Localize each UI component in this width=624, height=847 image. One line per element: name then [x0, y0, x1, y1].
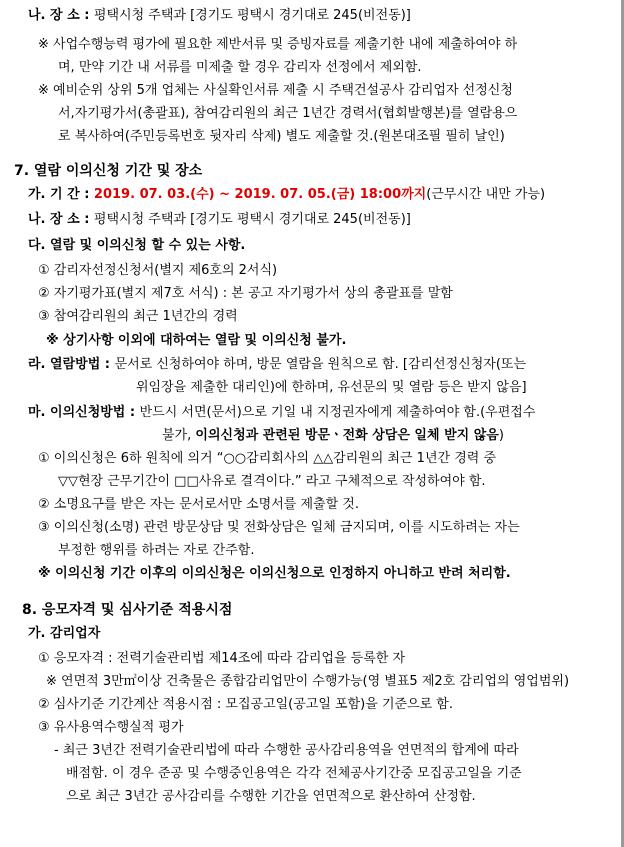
text-segment: 가. 감리업자: [28, 626, 101, 641]
text-segment: ): [498, 428, 504, 443]
text-segment: ※ 예비순위 상위 5개 업체는 사실확인서류 제출 시 주택건설공사 감리업자 선정신청: [38, 83, 513, 98]
text-segment: 부정한 행위를 하려는 자로 간주함.: [58, 543, 255, 558]
text-segment: 마. 이의신청방법 :: [28, 405, 140, 420]
text-line: [28, 405, 535, 421]
text-line: [28, 212, 411, 228]
text-segment: ※ 사업수행능력 평가에 필요한 제반서류 및 증빙자료를 제출기한 내에 제출하여야 하: [38, 37, 518, 52]
text-line: [14, 163, 202, 179]
text-segment: 위임장을 제출한 대리인)에 한하며, 유선문의 및 열람 등은 받지 않음]: [136, 380, 527, 395]
text-line: [136, 380, 527, 396]
text-line: [38, 651, 405, 667]
text-segment: 서,자기평가서(총괄표), 참여감리원의 최근 1년간 경력서(협회발행본)를 열람용으: [58, 106, 518, 121]
text-segment: ② 심사기준 기간계산 적용시점 : 모집공고일(공고일 포함)을 기준으로 함.: [38, 697, 453, 712]
text-line: [66, 766, 522, 782]
text-segment: 나. 장 소 :: [28, 8, 94, 23]
text-segment: ② 자기평가표(별지 제7호 서식) : 본 공고 자기평가서 상의 총괄표를 말함: [38, 286, 453, 301]
text-segment: 반드시 서면(문서)으로 기일 내 지정권자에게 제출하여야 함.(우편접수: [139, 405, 536, 420]
text-line: [38, 720, 184, 736]
text-line: [58, 129, 505, 145]
text-line: [58, 106, 517, 122]
text-segment: 2019. 07. 03.(수) ~ 2019. 07. 05.(금) 18:00까지: [93, 187, 427, 202]
text-line: [58, 60, 422, 76]
text-segment: ② 소명요구를 받은 자는 문서로서만 소명서를 제출할 것.: [38, 497, 359, 512]
text-line: [38, 83, 513, 99]
text-line: [162, 428, 504, 444]
text-line: [22, 602, 232, 618]
text-segment: ① 감리자선정신청서(별지 제6호의 2서식): [38, 263, 278, 278]
text-line: [38, 309, 238, 325]
text-line: [28, 8, 411, 24]
text-line: [28, 357, 526, 373]
text-line: [28, 187, 545, 203]
text-segment: 이의신청과 관련된 방문ㆍ전화 상담은 일체 받지 않음: [195, 428, 499, 443]
text-line: [38, 451, 496, 467]
text-segment: ※ 상기사항 이외에 대하여는 열람 및 이의신청 불가.: [46, 333, 347, 348]
text-segment: ① 응모자격 : 전력기술관리법 제14조에 따라 감리업을 등록한 자: [38, 651, 406, 666]
text-segment: ※ 연면적 3만㎡이상 건축물은 종합감리업만이 수행가능(영 별표5 제2호 감리업의 영업범위): [46, 674, 570, 689]
text-line: [38, 37, 517, 53]
text-segment: 8. 응모자격 및 심사기준 적용시점: [22, 602, 233, 618]
text-line: [38, 520, 520, 536]
text-segment: ③ 유사용역수행실적 평가: [38, 720, 184, 735]
text-line: [38, 286, 453, 302]
text-line: [38, 263, 277, 279]
text-segment: 문서로 신청하여야 하며, 방문 열람을 원칙으로 함. [감리선정신청자(또는: [114, 357, 527, 372]
text-segment: 평택시청 주택과 [경기도 평택시 경기대로 245(비전동)]: [93, 212, 411, 227]
text-line: [38, 566, 511, 582]
text-segment: 나. 장 소 :: [28, 212, 94, 227]
text-segment: 7. 열람 이의신청 기간 및 장소: [14, 163, 203, 179]
text-segment: ※ 이의신청 기간 이후의 이의신청은 이의신청으로 인정하지 아니하고 반려 처리함.: [38, 566, 511, 581]
text-line: [66, 789, 476, 805]
text-segment: 라. 열람방법 :: [28, 357, 115, 372]
text-segment: 로 복사하여(주민등록번호 뒷자리 삭제) 별도 제출할 것.(원본대조필 필히 날인): [58, 129, 505, 144]
text-line: [38, 497, 359, 513]
text-segment: ① 이의신청은 6하 원칙에 의거 “○○감리회사의 △△감리원의 최근 1년간 경력 중: [38, 451, 497, 466]
text-segment: - 최근 3년간 전력기술관리법에 따라 수행한 공사감리용역을 연면적의 합계에 따라: [54, 743, 519, 758]
text-segment: ③ 참여감리원의 최근 1년간의 경력: [38, 309, 238, 324]
text-segment: (근무시간 내만 가능): [426, 187, 546, 202]
text-line: [28, 626, 100, 642]
text-line: [58, 474, 486, 490]
text-line: [28, 238, 245, 254]
text-segment: ▽▽현장 근무기간이 □□사유로 결격이다.” 라고 구체적으로 작성하여야 함.: [58, 474, 486, 489]
text-segment: 가. 기 간 :: [28, 187, 94, 202]
text-segment: 배점함. 이 경우 준공 및 수행중인용역은 각각 전체공사기간중 모집공고일을 기준: [66, 766, 522, 781]
text-segment: 불가,: [162, 428, 196, 443]
text-line: [58, 543, 254, 559]
text-line: [46, 333, 346, 349]
text-segment: 다. 열람 및 이의신청 할 수 있는 사항.: [28, 238, 246, 253]
text-line: [38, 697, 453, 713]
text-line: [54, 743, 519, 759]
text-segment: 며, 만약 기간 내 서류를 미제출 할 경우 감리자 선정에서 제외함.: [58, 60, 422, 75]
text-line: [46, 674, 569, 690]
text-segment: 평택시청 주택과 [경기도 평택시 경기대로 245(비전동)]: [93, 8, 411, 23]
text-segment: ③ 이의신청(소명) 관련 방문상담 및 전화상담은 일체 금지되며, 이를 시도하려는 자는: [38, 520, 520, 535]
text-segment: 으로 최근 3년간 공사감리를 수행한 기간을 연면적으로 환산하여 산정함.: [66, 789, 476, 804]
